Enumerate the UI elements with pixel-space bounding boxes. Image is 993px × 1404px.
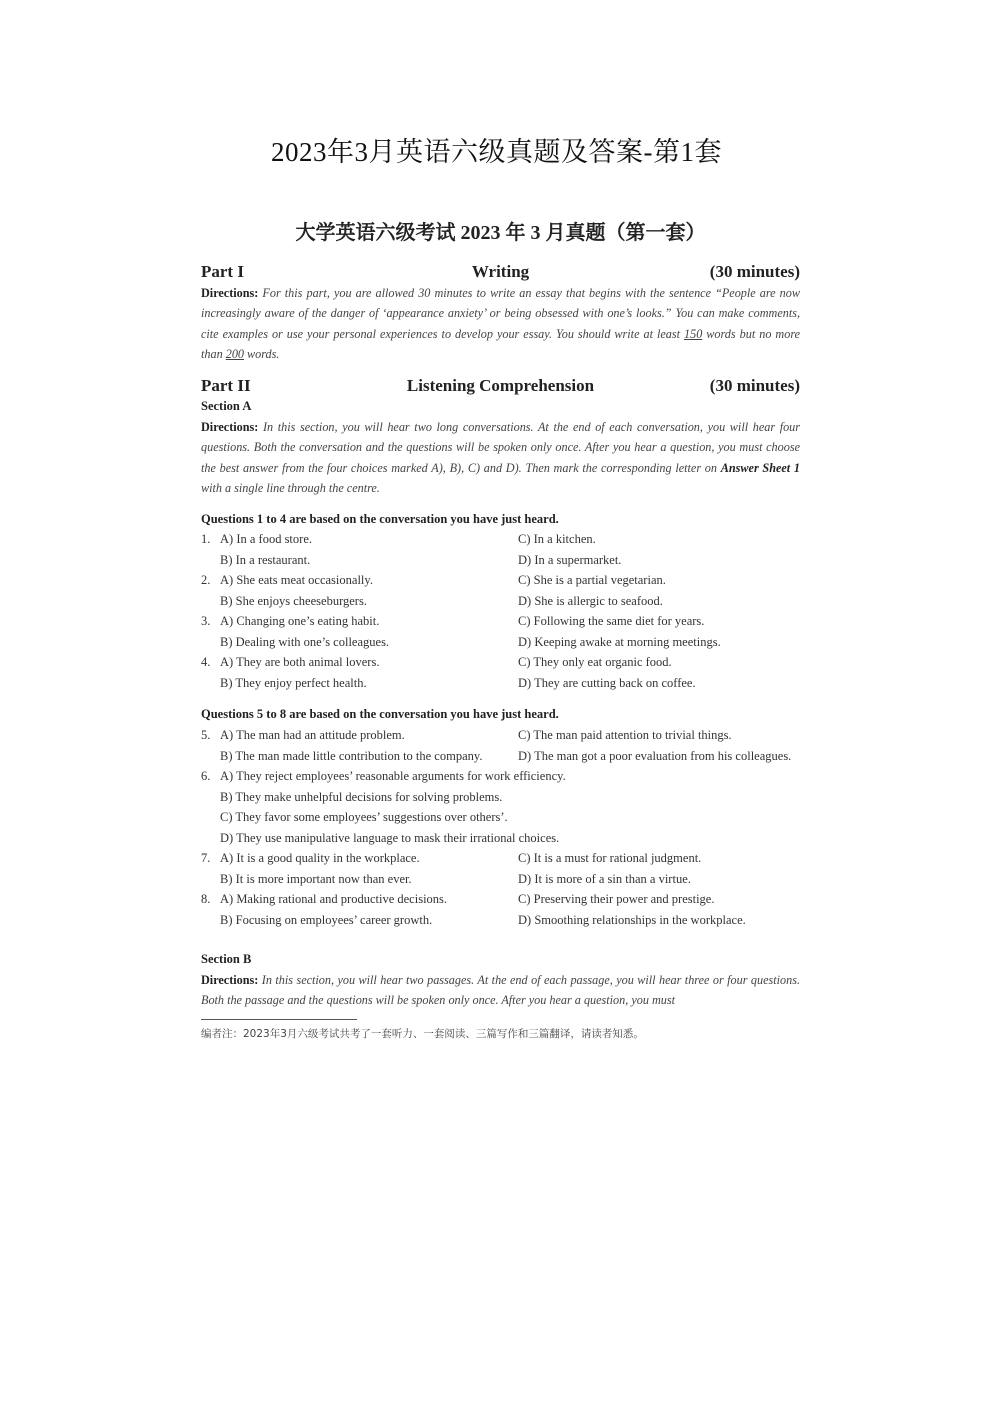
section-a-directions-text: In this section, you will hear two long conversations. At the end of each conversation, you will hear four questions. Both the conversation and the questions will be spoken only once. After you hear a question, you must choose the best answer from the four choices marked A), B), C) and D). Then mark the corresponding letter on: [201, 420, 801, 475]
option-right: D) Smoothing relationships in the workplace.: [518, 912, 746, 927]
option-left: B) They make unhelpful decisions for solving problems.: [220, 789, 503, 804]
part1-header: [201, 262, 800, 284]
question-number: 4.: [201, 655, 211, 669]
section-a-directions-label: Directions:: [201, 420, 259, 434]
option-left: B) She enjoys cheeseburgers.: [220, 593, 367, 608]
option-right: C) Preserving their power and prestige.: [518, 892, 715, 906]
option-left: A) The man had an attitude problem.: [220, 728, 405, 742]
part1-directions-text: For this part, you are allowed 30 minutes to write an essay that begins with the sentence “People are now increasingly aware of the danger of ‘appearance anxiety’ or being obsessed with one’s looks.” You can make comments, cite examples or use your personal experiences to develop your essay. You should write at least: [201, 286, 800, 341]
option-left: B) The man made little contribution to the company.: [220, 748, 483, 763]
section-b-directions-label: Directions:: [201, 973, 259, 987]
question-number: 6.: [201, 769, 211, 783]
part1-directions-mid: words but no more than: [201, 326, 801, 362]
question-option-row: [201, 810, 821, 830]
question-option-row: [201, 532, 821, 552]
question-number: 5.: [201, 728, 211, 742]
part1-number: Part I: [201, 262, 244, 281]
option-left: A) She eats meat occasionally.: [220, 573, 373, 587]
option-right: D) They are cutting back on coffee.: [518, 675, 696, 690]
min-words: 150: [684, 326, 703, 341]
option-right: D) She is allergic to seafood.: [518, 593, 663, 608]
option-left: A) It is a good quality in the workplace.: [220, 851, 420, 865]
part1-directions: [201, 283, 800, 365]
question-group-1-heading: Questions 1 to 4 are based on the conversation you have just heard.: [201, 512, 559, 526]
part1-directions-end: words.: [247, 347, 280, 362]
part2-number: Part II: [201, 376, 251, 395]
part1-name: Writing: [471, 262, 530, 281]
question-number: 1.: [201, 532, 211, 546]
answer-sheet-label: Answer Sheet 1: [720, 460, 801, 475]
question-number: 8.: [201, 892, 211, 906]
question-option-row: [201, 913, 821, 933]
option-right: D) The man got a poor evaluation from his colleagues.: [518, 748, 792, 763]
option-left: A) They reject employees’ reasonable arguments for work efficiency.: [220, 769, 566, 783]
question-option-row: [201, 594, 821, 614]
question-option-row: [201, 872, 821, 892]
option-right: C) In a kitchen.: [518, 532, 596, 546]
option-right: C) Following the same diet for years.: [518, 614, 705, 628]
option-left: B) They enjoy perfect health.: [220, 675, 367, 690]
question-option-row: [201, 676, 821, 696]
paper-title: 大学英语六级考试 2023 年 3 月真题（第一套）: [295, 222, 706, 244]
question-number: 2.: [201, 573, 211, 587]
question-group-2-heading: Questions 5 to 8 are based on the conversation you have just heard.: [201, 707, 559, 721]
question-number: 3.: [201, 614, 211, 628]
option-left: A) Changing one’s eating habit.: [220, 614, 380, 628]
part2-name: Listening Comprehension: [406, 376, 595, 395]
footnote-divider: [201, 1019, 357, 1020]
question-option-row: [201, 769, 821, 789]
section-b-directions-text: In this section, you will hear two passages. At the end of each passage, you will hear three or four questions. Both the passage and the questions will be spoken only once. After you hear a question, you must: [201, 973, 800, 1008]
question-number: 7.: [201, 851, 211, 865]
option-right: D) It is more of a sin than a virtue.: [518, 871, 691, 886]
part1-directions-label: Directions:: [201, 286, 259, 300]
question-option-row: [201, 655, 821, 675]
question-option-row: [201, 573, 821, 593]
option-left: A) In a food store.: [220, 532, 312, 546]
question-option-row: [201, 892, 821, 912]
option-right: C) It is a must for rational judgment.: [518, 851, 702, 865]
section-a-directions-end: with a single line through the centre.: [201, 481, 380, 496]
question-option-row: [201, 728, 821, 748]
option-left: D) They use manipulative language to mask their irrational choices.: [220, 830, 560, 845]
option-right: D) In a supermarket.: [518, 552, 622, 567]
question-option-row: [201, 831, 821, 851]
question-option-row: [201, 790, 821, 810]
question-option-row: [201, 553, 821, 573]
max-words: 200: [225, 347, 244, 362]
question-option-row: [201, 749, 821, 769]
document-title: 2023年3月英语六级真题及答案-第1套: [271, 137, 722, 167]
option-left: B) In a restaurant.: [220, 552, 311, 567]
part2-time: (30 minutes): [709, 376, 800, 395]
option-left: B) It is more important now than ever.: [220, 871, 412, 886]
option-left: B) Dealing with one’s colleagues.: [220, 634, 390, 649]
question-option-row: [201, 635, 821, 655]
option-left: A) They are both animal lovers.: [220, 655, 380, 669]
option-right: C) She is a partial vegetarian.: [518, 573, 666, 587]
section-a-label: Section A: [201, 399, 252, 413]
section-b-directions: [201, 970, 800, 1011]
editor-footnote: 编者注：2023年3月六级考试共考了一套听力、一套阅读、三篇写作和三篇翻译，请读者知悉。: [201, 1028, 644, 1040]
part2-header: [201, 376, 800, 398]
option-right: C) They only eat organic food.: [518, 655, 672, 669]
question-option-row: [201, 851, 821, 871]
option-left: C) They favor some employees’ suggestions over others’.: [220, 810, 508, 824]
section-b-label: Section B: [201, 952, 252, 966]
part1-time: (30 minutes): [709, 262, 800, 281]
option-left: A) Making rational and productive decisions.: [220, 892, 448, 906]
option-left: B) Focusing on employees’ career growth.: [220, 912, 433, 927]
option-right: D) Keeping awake at morning meetings.: [518, 634, 721, 649]
question-option-row: [201, 614, 821, 634]
option-right: C) The man paid attention to trivial things.: [518, 728, 732, 742]
section-a-directions: [201, 417, 800, 499]
